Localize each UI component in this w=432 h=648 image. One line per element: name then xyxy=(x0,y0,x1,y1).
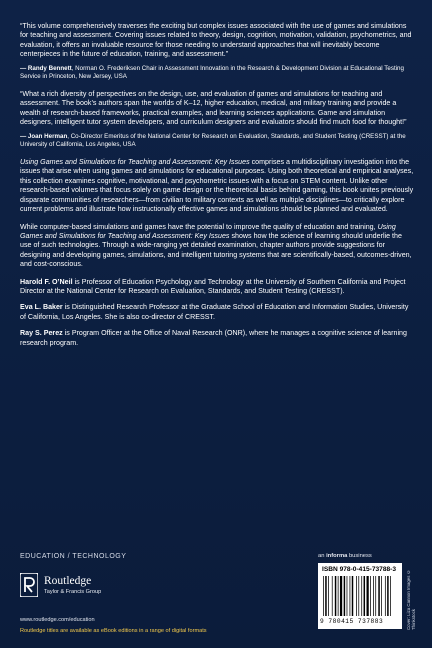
barcode-bar xyxy=(358,576,359,616)
barcode-bar xyxy=(364,576,366,616)
barcode-bar xyxy=(370,576,371,616)
endorsement-attribution-2 xyxy=(20,133,414,149)
author-bio-2 xyxy=(20,303,414,322)
barcode-bar xyxy=(352,576,354,616)
informa-suffix: business xyxy=(347,553,372,559)
cover-text xyxy=(20,22,414,355)
informa-prefix: an xyxy=(318,553,327,559)
barcode-bar xyxy=(375,576,376,616)
isbn-barcode xyxy=(318,563,402,629)
author-name-1: Harold F. O’Neil xyxy=(20,277,73,286)
endorser-affiliation-2: , Co-Director Emeritus of the National Center for Research on Evaluation, Standards, and Student Testing (CRESST) at the University of California, Los Angeles, USA xyxy=(20,132,406,148)
barcode-bar xyxy=(344,576,346,616)
routledge-logo-icon xyxy=(20,573,38,597)
informa-brand: informa xyxy=(326,553,348,559)
author-name-3: Ray S. Perez xyxy=(20,329,63,338)
barcode-bar xyxy=(332,576,333,616)
barcode-bar xyxy=(325,576,327,616)
ean-digits: 9 780415 737883 xyxy=(320,618,384,625)
publisher-url[interactable]: www.routledge.com/education xyxy=(20,617,95,623)
barcode-bar xyxy=(387,576,389,616)
barcode-bar xyxy=(378,576,380,616)
description-text-1: comprises a multidisciplinary investigation into the issues that arise when using games and simulations for educational purposes. Using both theoretical and empirical analyses, this collection examines cognitive, motivational, and psychometric issues with a focus on STEM content. Unlike other research-based volumes that focus solely on game design or the theoretical basis behind gaming, this book unites previously disparate communities of researchers—from civilian to military contexts as well as multiple disciplines—to critically explore current problems and illustrate how instructionally effective games and simulations should be planned and evaluated. xyxy=(20,158,414,214)
publisher-logo xyxy=(20,573,190,613)
author-bio-text-1: is Professor of Education Psychology and Technology at the University of Southern California and Project Director at the National Center for Research on Evaluation, Standards, and Student Testing (CRESST). xyxy=(20,277,406,295)
barcode-bar xyxy=(335,576,337,616)
barcode-graphic xyxy=(322,576,398,618)
barcode-bar xyxy=(323,576,324,616)
cover-credit: Cover: Liza Cannon Images © Thinkstock xyxy=(406,569,416,630)
endorsement-attribution-1 xyxy=(20,65,414,81)
barcode-bar xyxy=(338,576,339,616)
barcode-bar xyxy=(361,576,362,616)
book-title-italic-2: Using Games and Simulations for Teaching and Assessment: Key Issues xyxy=(20,222,396,240)
description-paragraph-1 xyxy=(20,158,414,214)
author-name-2: Eva L. Baker xyxy=(20,303,63,312)
ebook-note: Routledge titles are available as eBook editions in a range of digital formats xyxy=(20,628,207,634)
description-paragraph-2 xyxy=(20,223,414,270)
barcode-bar xyxy=(385,576,386,616)
barcode-bar xyxy=(373,576,374,616)
author-bio-text-2: is Distinguished Research Professor at the Graduate School of Education and Information Studies, University of California, Los Angeles. She is also co-director of CRESST. xyxy=(20,303,409,321)
barcode-bar xyxy=(350,576,351,616)
author-bio-1 xyxy=(20,278,414,297)
endorsement-quote-2: “What a rich diversity of perspectives on the design, use, and evaluation of games and simulations for teaching and assessment. The book’s authors span the worlds of K–12, higher education, medical, and military training and provide a wealth of research-based frameworks, practical examples, and learning sciences applications. Game and simulation designers, intelligent tutor system developers, and curriculum designers and evaluators should find much food for thought!” xyxy=(20,90,407,127)
endorser-name-1: — Randy Bennett xyxy=(20,64,72,72)
barcode-bar xyxy=(381,576,382,616)
description-text-2b: shows how the science of learning should underlie the use of such technologies. Through a wide-ranging yet detailed examination, chapter authors provide suggestions for designing and developing games, simulations, and intelligent tutoring systems that are scientifically-based, outcomes-driven, and cost-conscious. xyxy=(20,231,412,269)
endorsement-quote-1: “This volume comprehensively traverses the exciting but complex issues associated with the use of games and simulations for teaching and assessment. Covering issues related to theory, design, cognition, motivation, validation, psychometrics, and evaluation, it offers an invaluable resource for those needing to understand approaches that will inevitably become centerpieces in the future of education, training, and assessment.” xyxy=(20,22,412,59)
author-bio-text-3: is Program Officer at the Office of Naval Research (ONR), where he manages a cognitive science of learning research program. xyxy=(20,329,407,347)
publisher-group: Taylor & Francis Group xyxy=(44,589,102,595)
isbn-number: ISBN 978-0-415-73788-3 xyxy=(322,566,397,573)
barcode-bar xyxy=(347,576,348,616)
informa-business-tag xyxy=(318,553,372,559)
subject-category: EDUCATION / TECHNOLOGY xyxy=(20,553,127,560)
barcode-bar xyxy=(356,576,357,616)
book-title-italic: Using Games and Simulations for Teaching and Assessment: Key Issues xyxy=(20,158,250,167)
endorser-affiliation-1: , Norman O. Frederiksen Chair in Assessment Innovation in the Research & Development Division at Educational Testing Service in Princeton, New Jersey, USA xyxy=(20,64,404,80)
publisher-name: Routledge xyxy=(44,575,92,587)
author-bio-3 xyxy=(20,329,414,348)
barcode-bar xyxy=(390,576,391,616)
barcode-bar xyxy=(328,576,329,616)
endorser-name-2: — Joan Herman xyxy=(20,132,68,140)
description-text-2a: While computer-based simulations and games have the potential to improve the quality of education and training, xyxy=(20,222,378,231)
barcode-bar xyxy=(340,576,342,616)
barcode-bar xyxy=(367,576,369,616)
